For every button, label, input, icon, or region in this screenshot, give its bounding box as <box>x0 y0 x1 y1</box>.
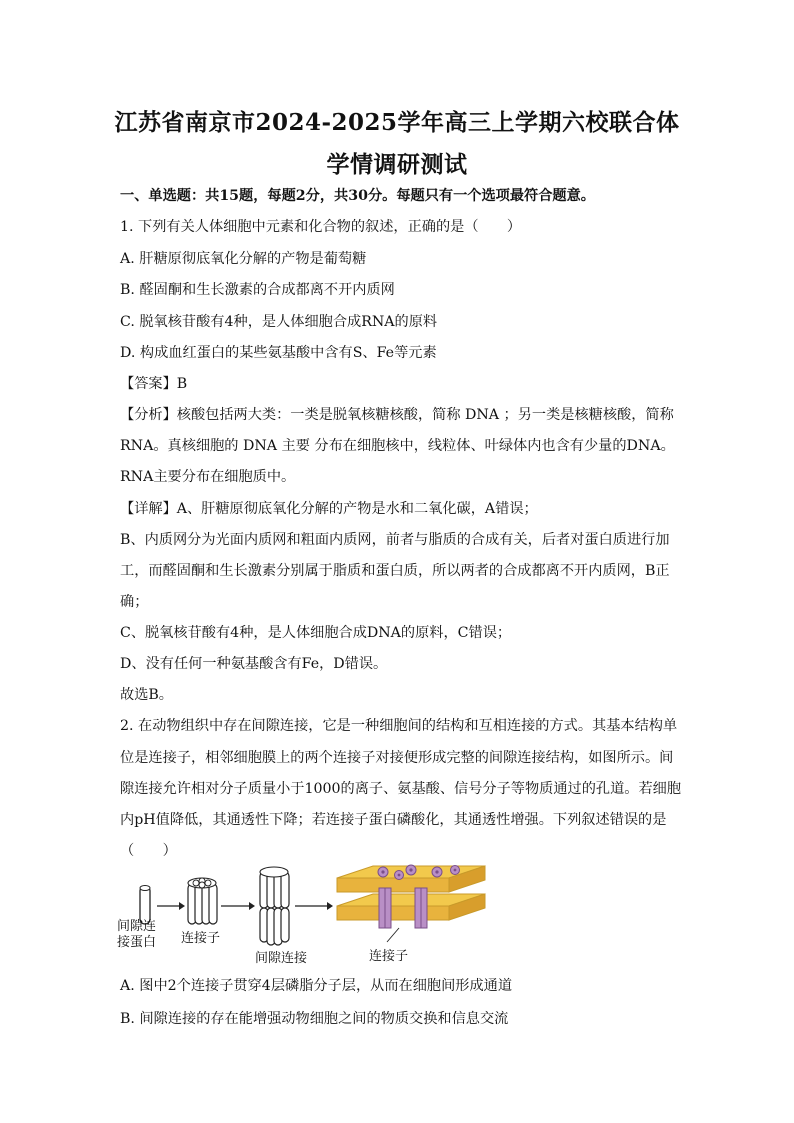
q1-analysis-line: 【分析】核酸包括两大类：一类是脱氧核糖核酸，简称 DNA ；另一类是核糖核酸，简称 <box>120 407 674 423</box>
q1-option-d: D. 构成血红蛋白的某些氨基酸中含有S、Fe等元素 <box>120 345 437 361</box>
label-gap-junction: 间隙连接 <box>255 951 308 966</box>
section-heading: 一、单选题：共15题，每题2分，共30分。每题只有一个选项最符合题意。 <box>120 188 595 204</box>
q2-stem-line: 位是连接子，相邻细胞膜上的两个连接子对接便形成完整的间隙连接结构，如图所示。间 <box>120 750 674 766</box>
q1-detail-line: C、脱氧核苷酸有4种，是人体细胞合成DNA的原料，C错误； <box>120 625 512 641</box>
document-title-line2: 学情调研测试 <box>326 151 468 178</box>
document-title-line1: 江苏省南京市2024-2025学年高三上学期六校联合体 <box>114 109 680 136</box>
q2-stem-line: 隙连接允许相对分子质量小于1000的离子、氨基酸、信号分子等物质通过的孔道。若细胞 <box>120 781 682 797</box>
q1-option-b: B. 醛固酮和生长激素的合成都离不开内质网 <box>120 282 395 298</box>
label-gap-junction-protein-line2: 接蛋白 <box>117 935 157 950</box>
q2-option-b: B. 间隙连接的存在能增强动物细胞之间的物质交换和信息交流 <box>120 1011 509 1027</box>
q1-analysis-line: RNA。真核细胞的 DNA 主要 分布在细胞核中，线粒体、叶绿体内也含有少量的DNA。 <box>120 438 675 454</box>
q1-option-a: A. 肝糖原彻底氧化分解的产物是葡萄糖 <box>120 251 367 267</box>
connexon-illustration <box>188 878 217 924</box>
label-connexon: 连接子 <box>181 931 221 946</box>
q2-stem-line: 2. 在动物组织中存在间隙连接，它是一种细胞间的结构和互相连接的方式。其基本结构单 <box>120 718 678 734</box>
label-connexon-membrane: 连接子 <box>369 949 409 964</box>
q1-detail-line: 故选B。 <box>120 687 173 703</box>
gap-junction-figure <box>115 862 535 970</box>
q1-detail-line: D、没有任何一种氨基酸含有Fe，D错误。 <box>120 656 388 672</box>
q1-detail-line: 工，而醛固酮和生长激素分别属于脂质和蛋白质，所以两者的合成都离不开内质网，B正 <box>120 563 670 579</box>
arrow-icon <box>295 902 333 910</box>
q1-stem: 1. 下列有关人体细胞中元素和化合物的叙述，正确的是（ ） <box>120 219 522 235</box>
q2-option-a: A. 图中2个连接子贯穿4层磷脂分子层，从而在细胞间形成通道 <box>120 978 513 994</box>
gap-junction-illustration <box>260 867 289 945</box>
q1-detail-line: 【详解】A、肝糖原彻底氧化分解的产物是水和二氧化碳，A错误； <box>120 501 538 517</box>
q1-answer: 【答案】B <box>120 376 188 392</box>
q1-analysis-line: RNA主要分布在细胞质中。 <box>120 469 296 485</box>
arrow-icon <box>221 902 255 910</box>
q1-option-c: C. 脱氧核苷酸有4种，是人体细胞合成RNA的原料 <box>120 314 438 330</box>
arrow-icon <box>157 902 185 910</box>
q2-stem-line: （ ） <box>120 843 177 859</box>
cell-membrane-illustration <box>337 865 485 942</box>
q1-detail-line: B、内质网分为光面内质网和粗面内质网，前者与脂质的合成有关，后者对蛋白质进行加 <box>120 532 670 548</box>
q2-stem-line: 内pH值降低，其通透性下降；若连接子蛋白磷酸化，其通透性增强。下列叙述错误的是 <box>120 812 667 828</box>
q1-detail-line: 确； <box>120 594 149 610</box>
label-gap-junction-protein-line1: 间隙连 <box>117 919 157 934</box>
